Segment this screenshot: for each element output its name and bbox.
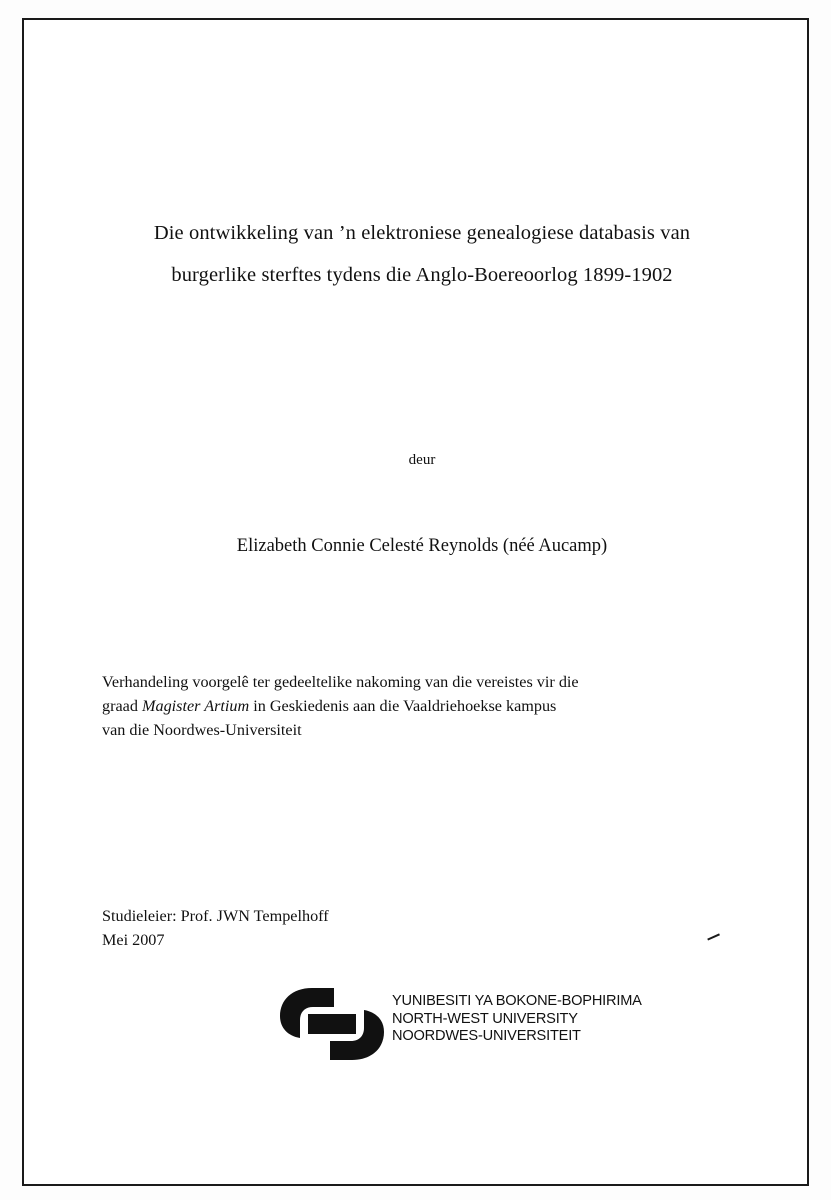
page-border (22, 18, 809, 1186)
degree-statement (102, 670, 718, 742)
logo-text-line-3: NOORDWES-UNIVERSITEIT (392, 1028, 581, 1044)
pen-stroke-mark (707, 933, 720, 940)
logo-text-line-1: YUNIBESITI YA BOKONE-BOPHIRIMA (392, 993, 642, 1009)
degree-statement-line-1: Verhandeling voorgelê ter gedeeltelike nakoming van die vereistes vir die (102, 673, 579, 691)
supervisor-block (102, 904, 718, 952)
logo-text-line-2: NORTH-WEST UNIVERSITY (392, 1010, 578, 1027)
north-west-university-logo-icon (278, 986, 386, 1062)
degree-statement-line-2-before: graad (102, 697, 142, 715)
title-line-2: burgerlike sterftes tydens die Anglo-Boereoorlog 1899-1902 (171, 264, 673, 286)
degree-statement-line-3: van die Noordwes-Universiteit (102, 721, 302, 739)
degree-statement-line-2-after: in Geskiedenis aan die Vaaldriehoekse kampus (249, 697, 557, 715)
university-logo (278, 984, 698, 1066)
page-content (102, 20, 742, 1184)
degree-name: Magister Artium (142, 697, 250, 715)
by-label: deur (408, 452, 436, 468)
university-logo-text (392, 993, 642, 1046)
submission-date-text: Mei 2007 (102, 931, 165, 949)
submission-date (102, 928, 718, 952)
author-name: Elizabeth Connie Celesté Reynolds (néé Aucamp) (236, 536, 608, 556)
degree-statement-line-2 (102, 694, 718, 718)
page-title (102, 212, 742, 296)
title-line-1: Die ontwikkeling van ’n elektroniese genealogiese databasis van (153, 222, 691, 244)
supervisor-name: Studieleier: Prof. JWN Tempelhoff (102, 907, 329, 925)
